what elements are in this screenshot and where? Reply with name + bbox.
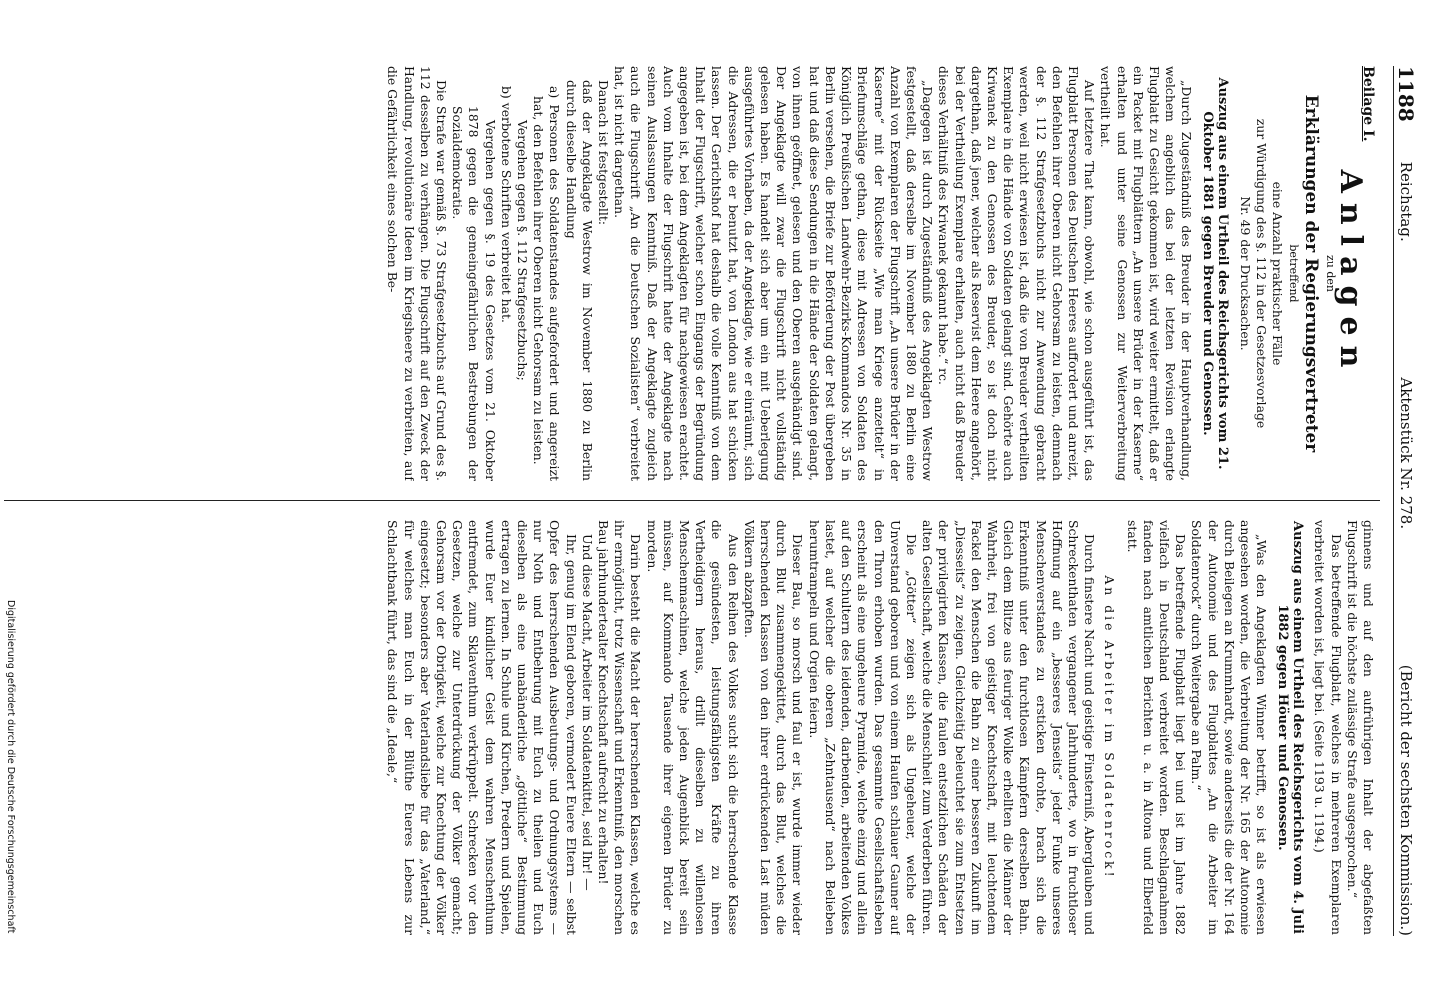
poem-paragraph: Ihr, genug im Elend geboren, vermodert Euere Eltern — selbst Opfer des herrschenden Ausbeutungs- und Ordnungsystems — nur Noth und Entbehrung mit Euch zu theilen und Euch dieselben als eine unabänderliche „göttliche“ Bestimmung ertragen zu lernen. In Schule und Kirchen, Predern und Spielen, wurde Euer kindlicher Geist dem wahren Menschenthum entfremdet, zum Sklaventhum verkrüppelt. Schrecken vor den Gesetzen, welche zur Unterdrückung der Völker gemacht; Gehorsam vor der Obrigkeit, welche zur Knechtung der Völker eingesetzt; besonders aber Vaterlandsliebe für das „Vaterland,“ für welches man Euch in der Blüthe Eueres Lebens zur Schlachtbank führt, das sind die „Ideale,“	[385, 520, 579, 935]
list-item-a: a) Personen des Soldatenstandes aufgefordert und angereizt hat, den Befehlen ihrer Oberen nicht Gehorsam zu leisten.	[531, 86, 563, 481]
subtitle-line-1: eine Anzahl praktischer Fälle	[1269, 181, 1285, 366]
danach: Danach ist festgestellt:	[596, 80, 612, 226]
subtitle-line-2: zur Würdigung des §. 112 in der Gesetzesvorlage	[1253, 118, 1269, 429]
poem-paragraph: Durch finstere Nacht und geistige Finsterniß, Aberglauben und Schreckenthaten vergangener Jahrhunderte, wo in fruchtloser Hoffnung auf ein „besseres Jenseits“ jeder Funke unseres Menschenverstandes zu ersticken drohte, brach sich die Erkenntniß unter den furchtlosen Kämpfern derselben Bahn. Gleich dem Blitze aus feuriger Wolke erhellten die Männer der Wahrheit, frei von geistiger Knechtschaft, mit leuchtendem Fackel den Menschen die Bahn zu einer besseren Zukunft im „Diesseits“ zu zeigen. Gleichzeitig beleuchtet sie zum Entsetzen der privilegirten Klassen, die faulen entsetzlichen Schäden der alten Gesellschaft, welche die Menschheit zum Verderben führen.	[920, 520, 1098, 935]
paragraph: „Dagegen ist durch Zugeständniß des Angeklagten Westrow festgestellt, daß derselbe im November 1880 zu Berlin eine Anzahl von Exemplaren der Flugschrift „An unsere Brüder in der Kaserne“ mit der Rückseite „Wie man Kriege anzettelt“ in Briefumschläge gethan, diese mit Adressen von Soldaten des Königlich Preußischen Landwehr-Bezirks-Kommandos Nr. 35 in Berlin versehen, die Briefe zur Beförderung der Post übergeben hat und daß diese Sendungen in die Hände der Soldaten gelangt, von ihnen geöffnet, gelesen und den Oberen ausgehändigt sind. Der Angeklagte will zwar die Flugschrift nicht vollständig gelesen haben. Es handelt sich aber um ein mit Ueberlegung ausgeführtes Vorhaben, da der Angeklagte, wie er einräumt, sich die Adressen, die er benutzt hat, von London aus hat schicken lassen. Der Gerichtshof hat deshalb die volle Kenntniß von dem Inhalt der Flugschrift, welcher schon Eingangs der Begründung angegeben ist, bei dem Angeklagten für nachgewiesen erachtet. Auch vom Inhalte der Flugschrift hatte der Angeklagte nach seinen Auslassungen Kenntniß. Daß der Angeklagte zugleich auch die Flugschrift „An die Deutschen Sozialisten“ verbreitet hat, ist nicht dargethan.	[612, 66, 936, 481]
intro-paragraph: ginnens und auf den aufrührigen Inhalt der abgefaßten Flugschrift ist die höchste zulässige Strafe ausgesprochen.“	[1344, 520, 1376, 935]
erklaerungen-title: Erklärungen der Regierungsvertreter	[1301, 94, 1322, 453]
final-paragraph: Die Strafe war gemäß §. 73 Strafgesetzbuchs auf Grund des §. 112 desselben zu verhängen. Die Flugschrift auf den Zweck der Handlung, revolutionäre Ideen im Kriegsheere zu verbreiten, auf die Gefährlichkeit eines solchen Be-	[385, 66, 450, 481]
header-left: Reichstag.	[1397, 161, 1415, 242]
list-item-b: b) verbotene Schriften verbreitet hat.	[498, 86, 514, 323]
header-center: Aktenstück Nr. 278.	[1397, 377, 1415, 530]
left-column	[4, 66, 1376, 481]
list-item-b-sub: Vergehen gegen §. 19 des Gesetzes vom 21. Oktober 1878 gegen die gemeingefährlichen Bestrebungen der Sozialdemokratie.	[450, 106, 498, 481]
poem-paragraph: Aus den Reihen des Volkes sucht sich die herrschende Klasse die gesündesten, leistungsfähigsten Kräfte zu ihren Vertheidigern heraus, drillt dieselben zu willenlosen Menschenmaschinen, welche jeden Augenblick bereit sein müssen, auf Kommando Tausende ihrer eigenen Brüder zu morden.	[644, 520, 741, 935]
poem-paragraph: Dieser Bau, so morsch und faul er ist, wurde immer wieder durch Blut zusammengekittet, durch das Blut, welches die herrschenden Klassen von den ihrer erdrückenden Last müden Völkern abzapften.	[741, 520, 806, 935]
poem-paragraph: Die „Götter“ zeigen sich als Ungeheuer, welche der Unverstand geboren und von einem Haufen schlauer Gauner auf den Thron erhoben wurden. Das gesammte Gesellschaftsleben erscheint als eine ungeheure Pyramide, welche einzig und allein auf den Schultern des leidenden, darbenden, arbeitenden Volkes lastet, auf welcher die oberen „Zehntausend“ nach Belieben herumtrampeln und Orgien feiern.	[806, 520, 919, 935]
header-right: (Bericht der sechsten Kommission.)	[1397, 664, 1415, 936]
paragraph: Das betreffende Flugblatt liegt bei und ist im Jahre 1882 vielfach in Deutschland verbreitet worden. Beschlagnahmen fanden nach amtlichen Berichten u. a. in Altona und Elberfeld statt.	[1124, 520, 1189, 935]
list-item-a-sub: Vergehen gegen §. 112 Strafgesetzbuchs;	[515, 120, 531, 381]
auszug-heading-1881: Auszug aus einem Urtheil des Reichsgerichts vom 21. Oktober 1881 gegen Breuder und Genossen.	[1200, 77, 1231, 470]
poem-paragraph: Und diese Macht, Arbeiter im Soldatenkittel, seid Ihr! —	[579, 534, 595, 891]
column-divider	[4, 500, 1380, 501]
right-column	[4, 520, 1376, 935]
footer-text: Digitalisierung gefördert durch die Deutsche Forschungsgemeinschaft	[5, 600, 16, 934]
beilage-label: Beilage I.	[1360, 66, 1376, 142]
festgestellt: daß der Angeklagte Westrow im November 1880 zu Berlin durch dieselbe Handlung	[563, 80, 595, 481]
poem-title: An die Arbeiter im Soldatenrock!	[1102, 575, 1118, 880]
page-number: 1188	[1394, 66, 1418, 122]
paragraph: „Durch Zugeständniß des Breuder in der Hauptverhandlung, welchem angeblich das bei der letzten Revision erlangte Flugblatt zu Gesicht gekommen ist, wird weiter ermittelt, daß er ein Packet mit Flugblättern „An unsere Brüder in der Kaserne“ erhalten und unter seine Genossen zur Weiterverbreitung vertheilt hat.	[1098, 66, 1195, 481]
auszug-heading-1882: Auszug aus einem Urtheil des Reichsgerichts vom 4. Juli 1882 gegen Höuer und Genossen.	[1275, 521, 1306, 934]
paragraph: Auf letztere That kann, obwohl, wie schon ausgeführt ist, das Flugblatt Personen des Deutschen Heeres auffordert und anreizt, den Befehlen ihrer Oberen nicht Gehorsam zu leisten, demnach der §. 112 Strafgesetzbuchs nicht zur Anwendung gebracht werden, weil nicht erwiesen ist, daß die von Breuder vertheilten Exemplare in die Hände von Soldaten gelangt sind. Gehörte auch Kriwanek zu den Genossen des Breuder, so ist doch nicht dargethan, daß jener, welcher als Reservist dem Heere angehört, bei der Vertheilung Exemplare erhalten, auch nicht daß Breuder dieses Verhältniß des Kriwanek gekannt habe.“ rc.	[936, 66, 1098, 481]
subtitle-line-3: Nr. 49 der Drucksachen.	[1237, 196, 1253, 351]
intro-paragraph-2: Das betreffende Flugblatt, welches in mehreren Exemplaren verbreitet worden ist, liegt bei. (Seite 1193 u. 1194.)	[1312, 520, 1344, 935]
anlagen-title: Anlagen	[1332, 169, 1368, 378]
zu-den: zu den	[1323, 254, 1337, 292]
paragraph: „Was den Angeklagten Winner betrifft, so ist als erwiesen angesehen worden, die Verbreitung der Nr. 165 der Autonomie durch Beilegen an Krummhardt, sowie anderseits die der Nr. 164 der Autonomie und des Flugblattes „An die Arbeiter im Soldatenrock“ durch Weitergabe an Palm.“	[1189, 520, 1270, 935]
betreffend: betreffend	[1287, 244, 1301, 303]
footer-strip	[2, 0, 16, 1000]
poem-paragraph: Darin besteht die Macht der herrschenden Klassen, welche es ihr ermöglicht, trotz Wissenschaft und Erkenntniß, den morschen Bau jahrhundertealter Knechtschaft aufrecht zu erhalten!	[596, 520, 644, 935]
page-header	[1393, 66, 1418, 936]
